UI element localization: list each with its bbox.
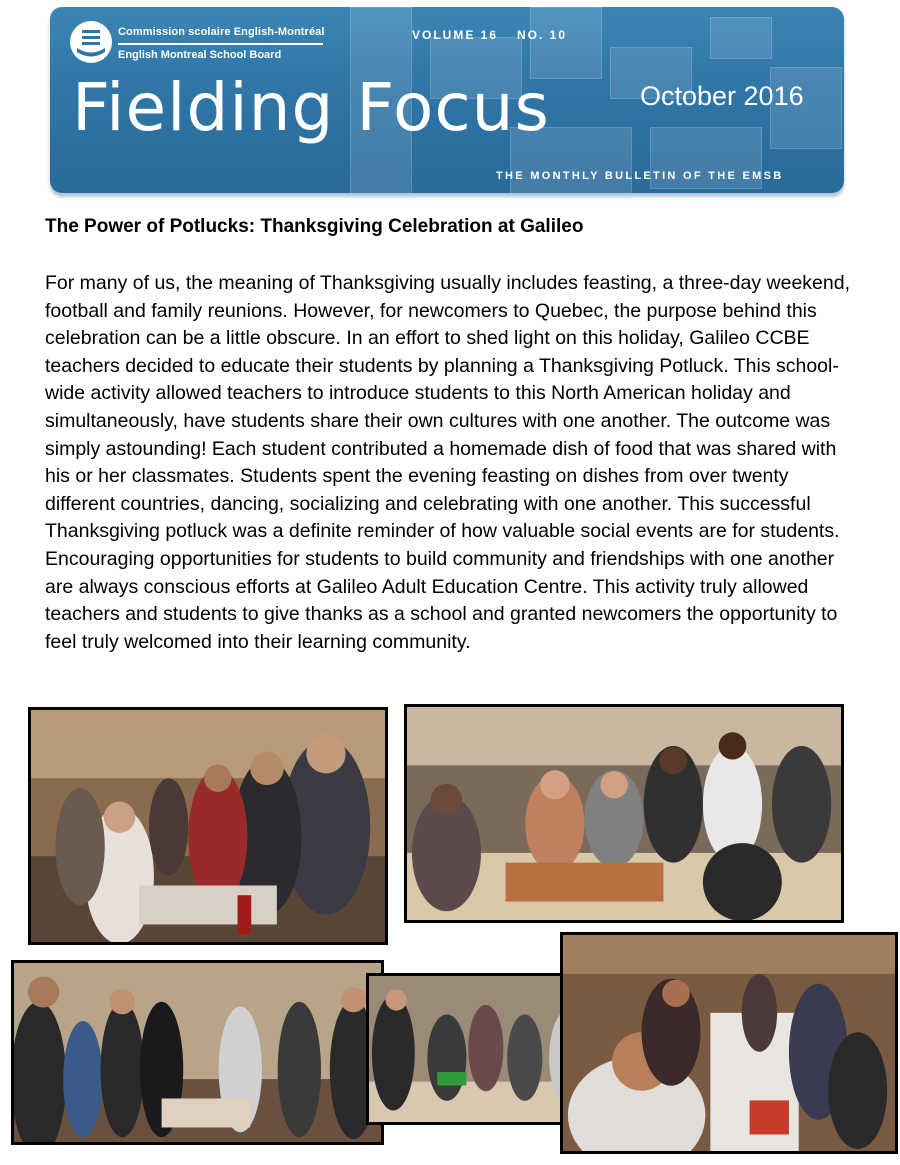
article-headline: The Power of Potlucks: Thanksgiving Celebration at Galileo — [45, 216, 584, 237]
issue-date: October 2016 — [640, 81, 804, 111]
board-name-en: English Montreal School Board — [118, 49, 282, 61]
board-name-fr: Commission scolaire English-Montréal — [118, 26, 325, 38]
volume-label: VOLUME 16 — [412, 28, 499, 42]
tagline: THE MONTHLY BULLETIN OF THE EMSB — [496, 170, 784, 182]
issue-number: NO. 10 — [517, 28, 568, 42]
newsletter-banner — [50, 7, 844, 193]
emsb-logo — [70, 21, 112, 63]
event-photo — [560, 932, 898, 1154]
divider — [118, 43, 323, 45]
event-photo — [28, 707, 388, 945]
newsletter-title: Fielding Focus — [72, 69, 550, 146]
event-photo — [11, 960, 384, 1145]
event-photo — [404, 704, 844, 923]
article-body: For many of us, the meaning of Thanksgiving usually includes feasting, a three-day weekend, football and family reunions. However, for newcomers to Quebec, the purpose behind this celebration can be a little obscure. In an effort to shed light on this holiday, Galileo CCBE teachers decided to educate their students by planning a Thanksgiving Potluck. This school-wide activity allowed teachers to introduce students to this North American holiday and simultaneously, have students share their own cultures with one another. The outcome was simply astounding! Each student contributed a homemade dish of food that was shared with his or her classmates. Students spent the evening feasting on dishes from over twenty different countries, dancing, socializing and celebrating with one another. This successful Thanksgiving potluck was a definite reminder of how valuable social events are for students. Encouraging opportunities for students to build community and friendships with one another are always conscious efforts at Galileo Adult Education Centre. This activity truly allowed teachers and students to give thanks as a school and granted newcomers the opportunity to feel truly welcomed into their learning community. — [45, 272, 851, 653]
